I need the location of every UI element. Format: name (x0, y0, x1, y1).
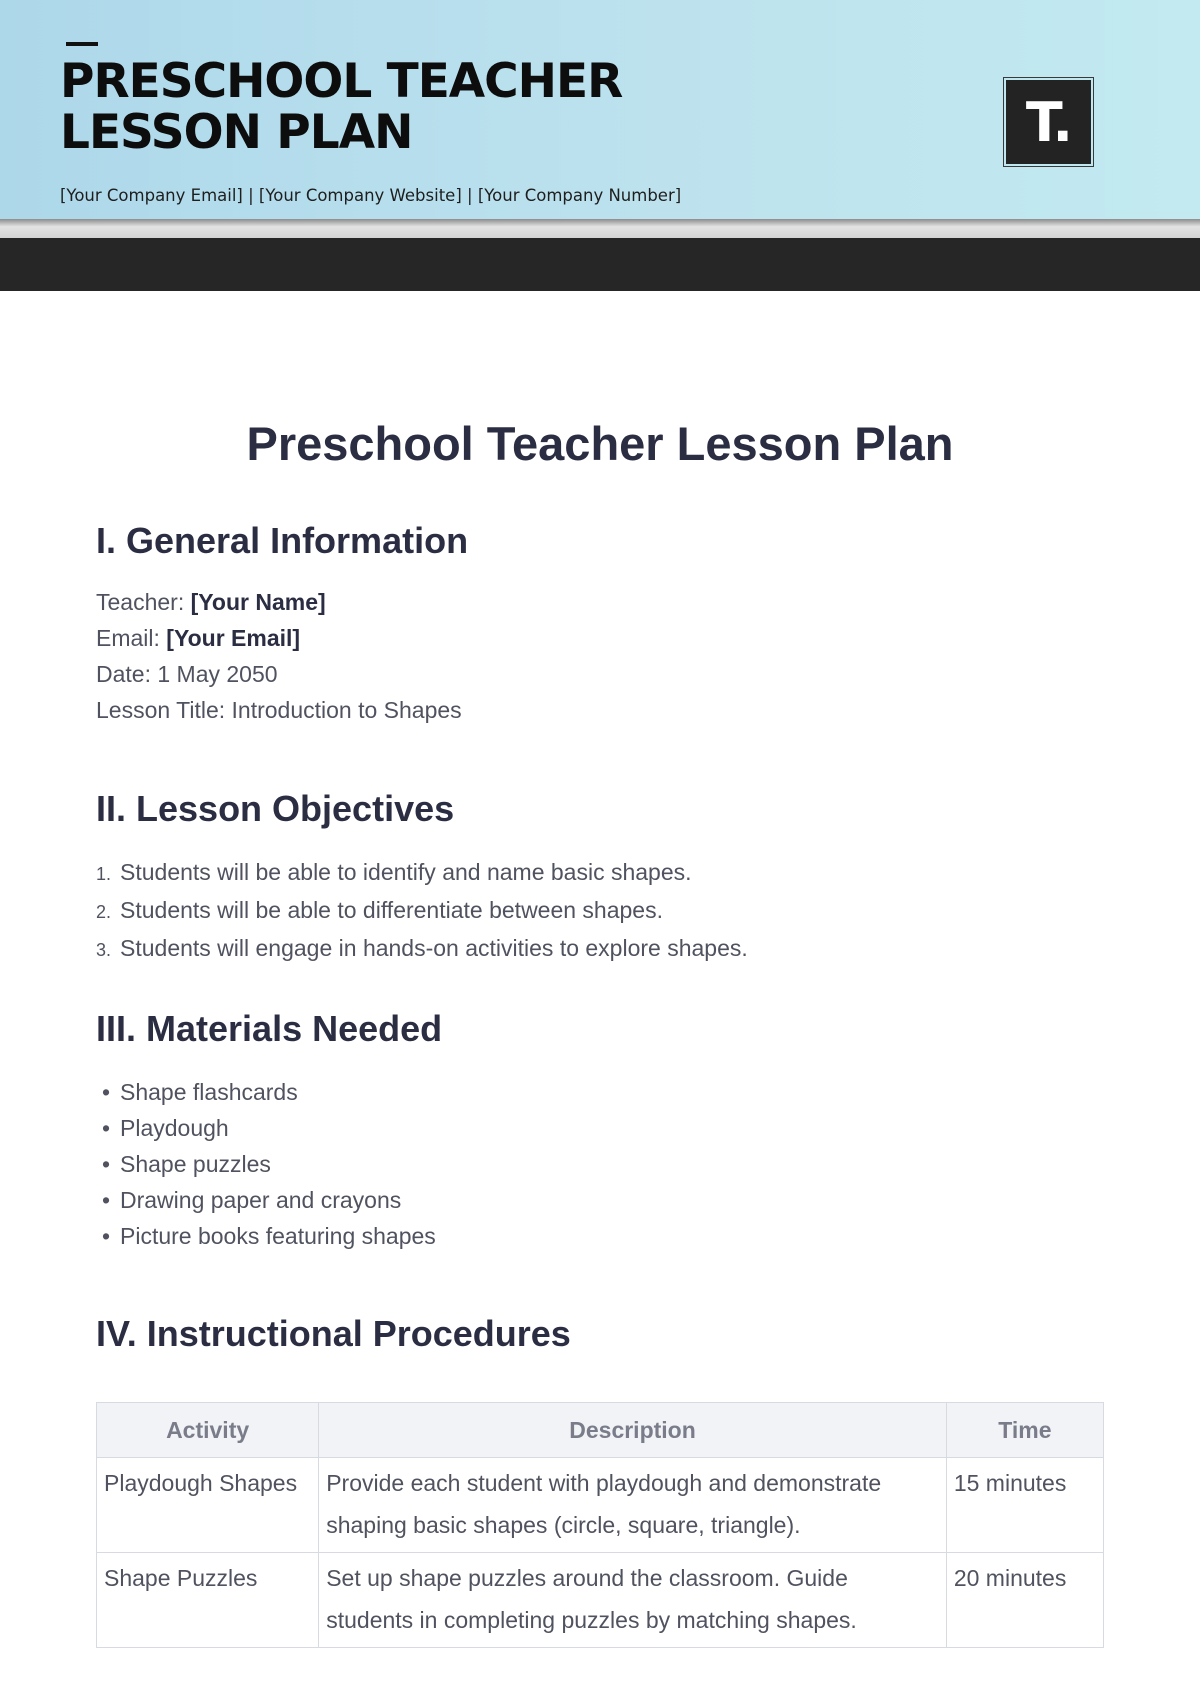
material-text: Shape puzzles (120, 1151, 271, 1177)
table-row (97, 1458, 1104, 1553)
document-header (0, 0, 1200, 219)
header-dark-band (0, 238, 1200, 291)
time-cell: 20 minutes (946, 1553, 1103, 1648)
general-information-list (96, 584, 462, 728)
material-text: Shape flashcards (120, 1079, 298, 1105)
objective-item (96, 930, 748, 968)
material-text: Drawing paper and crayons (120, 1187, 402, 1213)
objective-number: 1. (96, 864, 112, 884)
lesson-title-field: Lesson Title: Introduction to Shapes (96, 697, 462, 723)
email-value: [Your Email] (166, 625, 301, 651)
material-item (102, 1110, 436, 1146)
description-cell: Provide each student with playdough and demonstrate shaping basic shapes (circle, square, triangle). (319, 1458, 947, 1553)
activity-cell: Shape Puzzles (97, 1553, 319, 1648)
objective-number: 3. (96, 940, 112, 960)
material-item (102, 1074, 436, 1110)
header-title-line-1: PRESCHOOL TEACHER (60, 54, 623, 109)
section-heading-materials-needed: III. Materials Needed (96, 1008, 443, 1049)
material-text: Playdough (120, 1115, 229, 1141)
objective-text: Students will engage in hands-on activities to explore shapes. (120, 935, 748, 961)
email-field (96, 620, 462, 656)
objective-item (96, 892, 748, 930)
section-heading-general-information: I. General Information (96, 520, 469, 561)
email-label: Email: (96, 625, 160, 651)
date-field: Date: 1 May 2050 (96, 661, 278, 687)
document-title: Preschool Teacher Lesson Plan (246, 417, 954, 470)
material-item (102, 1146, 436, 1182)
material-item (102, 1182, 436, 1218)
bullet-icon: • (102, 1187, 111, 1213)
materials-list (102, 1074, 436, 1254)
table-row (97, 1553, 1104, 1648)
bullet-icon: • (102, 1223, 111, 1249)
time-cell: 15 minutes (946, 1458, 1103, 1553)
objective-number: 2. (96, 902, 112, 922)
table-header-row (97, 1403, 1104, 1458)
header-title (60, 56, 622, 158)
objective-item (96, 854, 748, 892)
company-contact-line: [Your Company Email] | [Your Company Website] | [Your Company Number] (60, 186, 682, 205)
section-heading-instructional-procedures: IV. Instructional Procedures (96, 1313, 571, 1354)
bullet-icon: • (102, 1151, 111, 1177)
teacher-field (96, 584, 462, 620)
bullet-icon: • (102, 1079, 111, 1105)
column-header-description: Description (319, 1403, 947, 1458)
description-cell: Set up shape puzzles around the classroom. Guide students in completing puzzles by matching shapes. (319, 1553, 947, 1648)
logo-mark: T. (1006, 80, 1091, 164)
material-text: Picture books featuring shapes (120, 1223, 436, 1249)
teacher-value: [Your Name] (190, 589, 326, 615)
objective-text: Students will be able to identify and name basic shapes. (120, 859, 692, 885)
header-divider-stripe (0, 219, 1200, 238)
activity-cell: Playdough Shapes (97, 1458, 319, 1553)
company-logo (1003, 77, 1094, 167)
section-heading-lesson-objectives: II. Lesson Objectives (96, 788, 455, 829)
objectives-list (96, 854, 748, 968)
bullet-icon: • (102, 1115, 111, 1141)
column-header-activity: Activity (97, 1403, 319, 1458)
header-accent-dash (66, 42, 98, 46)
teacher-label: Teacher: (96, 589, 185, 615)
column-header-time: Time (946, 1403, 1103, 1458)
material-item (102, 1218, 436, 1254)
procedures-table (96, 1402, 1104, 1648)
objective-text: Students will be able to differentiate between shapes. (120, 897, 663, 923)
header-title-line-2: LESSON PLAN (60, 105, 413, 160)
